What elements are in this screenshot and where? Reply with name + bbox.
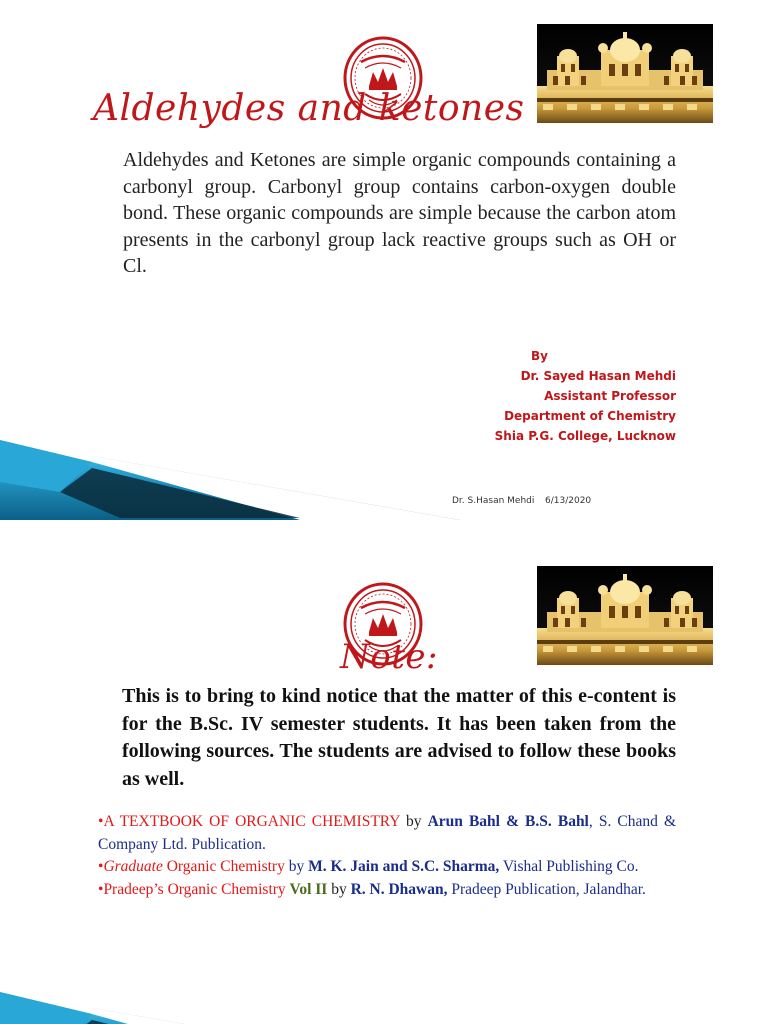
ref-by: by [327,880,351,898]
footer-author: Dr. S.Hasan Mehdi [452,496,535,506]
ref-by: by [399,813,428,830]
reference-list [98,811,676,901]
ref-book-title-italic: Graduate [103,858,163,875]
blue-swoosh-decoration [0,432,460,520]
ref-by: by [284,858,309,875]
ref-authors: Arun Bahl & B.S. Bahl [427,813,589,830]
byline-college: Shia P.G. College, Lucknow [494,429,676,443]
byline-designation: Assistant Professor [544,389,676,403]
intro-paragraph: Aldehydes and Ketones are simple organic compounds containing a carbonyl group. Carbonyl group contains carbon-oxygen double bond. These organic compounds are simple because the carbon atom presents in the carbonyl group lack reactive groups such as OH or Cl. [123,149,676,277]
page-title: Aldehydes and ketones [93,88,525,129]
college-building-photo [537,566,713,665]
ref-volume: Vol II [289,880,328,898]
note-title: Note: [340,637,438,677]
ref-bullet: • [98,813,104,830]
ref-book-title: Pradeep’s Organic Chemistry [103,880,290,898]
ref-bullet: • [98,858,104,875]
reference-item [98,811,676,856]
footer-date: 6/13/2020 [545,496,592,506]
ref-publisher: , S. Chand & Company Ltd. Publication. [98,813,677,853]
reference-item [98,856,676,879]
ref-publisher: Vishal Publishing Co. [499,858,639,875]
byline-by: By [531,349,548,363]
blue-swoosh-decoration [0,984,460,1024]
byline-department: Department of Chemistry [504,409,676,423]
byline-name: Dr. Sayed Hasan Mehdi [520,369,676,383]
author-byline [495,346,676,446]
college-building-photo [537,24,713,123]
notice-paragraph: This is to bring to kind notice that the matter of this e-content is for the B.Sc. IV semester students. It has been taken from the following sources. The students are advised to follow these books as well. [122,685,676,790]
slide-2 [0,534,768,1024]
ref-authors: R. N. Dhawan, [350,880,448,898]
ref-book-title: Organic Chemistry [162,858,285,875]
ref-book-title: A TEXTBOOK OF ORGANIC CHEMISTRY [103,813,400,830]
ref-publisher: Pradeep Publication, Jalandhar. [447,880,646,898]
ref-authors: M. K. Jain and S.C. Sharma, [308,858,500,875]
ref-bullet: • [98,880,104,898]
reference-item [98,879,676,902]
